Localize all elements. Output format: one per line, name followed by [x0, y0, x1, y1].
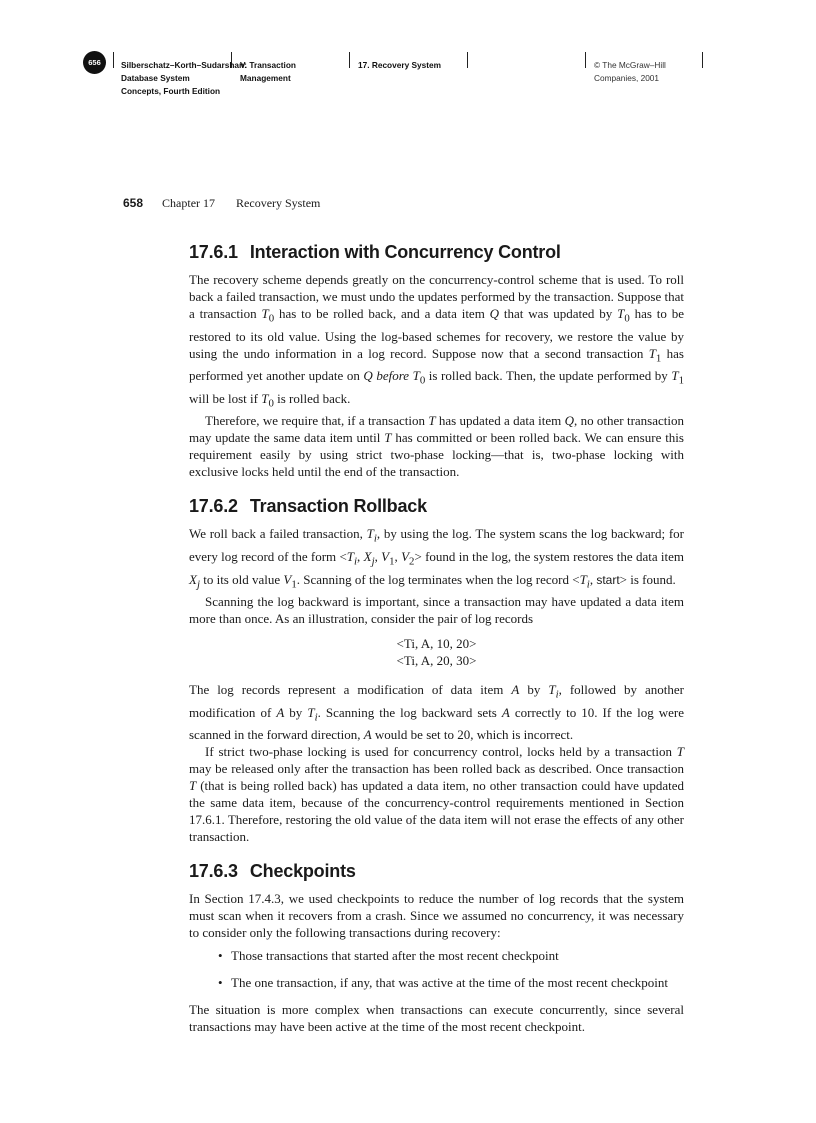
log-record: <Ti, A, 10, 20> [396, 636, 477, 652]
section-heading: 17.6.2 Transaction Rollback [189, 496, 427, 517]
list-item: • The one transaction, if any, that was active at the time of the most recent checkpoint [231, 974, 684, 991]
header-part-info: V. Transaction Management [240, 60, 296, 83]
header-divider [702, 52, 703, 68]
section-heading: 17.6.3 Checkpoints [189, 861, 356, 882]
section-17-6-3 [189, 861, 684, 1035]
paragraph: If strict two-phase locking is used for concurrency control, locks held by a transaction T may be released only after the transaction has been rolled back as described. Once transaction T (that is being rolled back) has updated a data item, no other transaction could have updated the same data item, because of the concurrency-control requirements mentioned in Section 17.6.1. Therefore, restoring the old value of the data item will not erase the effects of any other transaction. [189, 744, 684, 845]
page-number-badge: 656 [83, 51, 106, 74]
paragraph: The situation is more complex when transactions can execute concurrently, since several transactions may have been active at the time of the most recent checkpoint. [189, 1002, 684, 1035]
chapter-title: Recovery System [236, 196, 321, 210]
page-number: 658 [123, 196, 144, 210]
log-record: <Ti, A, 20, 30> [396, 653, 477, 669]
paragraph: The log records represent a modification of data item A by $T_i$, followed by another modification of A by $T_i$. Scanning the log backward sets A correctly to 10. If the log were scanned in the forward direction, A would be set to 20, which is incorrect. [189, 682, 685, 743]
paragraph: Therefore, we require that, if a transaction T has updated a data item Q, no other transaction may update the same data item until T has committed or been rolled back. We can ensure this requirement easily by using strict two-phase locking—that is, two-phase locking with exclusive locks held until the end of the transaction. [189, 413, 684, 480]
list-item: • Those transactions that started after the most recent checkpoint [231, 947, 684, 964]
paragraph: The recovery scheme depends greatly on the concurrency-control scheme that is used. To roll back a failed transaction, we must undo the updates performed by the transaction. Suppose that a transaction $T_0$ has to be rolled back, and a data item Q that was updated by $T_0$ has to be restored to its old value. Using the log-based schemes for recovery, we restore the value by using the undo information in a log record. Suppose now that a second transaction $T_1$ has performed yet another update on Q before $T_0$ is rolled back. Then, the update performed by $T_1$ will be lost if $T_0$ is rolled back. [189, 272, 685, 410]
chapter-label: Chapter 17 [162, 196, 216, 210]
section-17-6-1 [189, 242, 684, 480]
section-17-6-2 [189, 496, 684, 845]
header-divider [349, 52, 350, 68]
header-divider [113, 52, 114, 68]
running-head [123, 196, 320, 211]
header-book-info: Silberschatz–Korth–Sudarshan: Database System Concepts, Fourth Edition [121, 60, 247, 96]
header-chapter-info: 17. Recovery System [358, 60, 442, 70]
page-body [189, 242, 684, 1051]
bullet-list [189, 947, 684, 991]
paragraph: We roll back a failed transaction, $T_i$, by using the log. The system scans the log backward; for every log record of the form $<T_i$, $X_j$, $V_1$, $V_2>$ found in the log, the system restores the data item $X_j$ to its old value $V_1$. Scanning of the log terminates when the log record $<T_i$, start> is found. [189, 526, 685, 591]
paragraph: In Section 17.4.3, we used checkpoints to reduce the number of log records that the system must scan when it recovers from a crash. Since we assumed no concurrency, it was necessary to consider only the following transactions during recovery: [189, 891, 684, 941]
header-copyright: © The McGraw–Hill Companies, 2001 [594, 60, 666, 83]
paragraph: Scanning the log backward is important, since a transaction may have updated a data item more than once. As an illustration, consider the pair of log records [189, 594, 684, 627]
section-heading: 17.6.1 Interaction with Concurrency Control [189, 242, 561, 262]
header-divider [467, 52, 468, 68]
log-records-display [189, 635, 684, 669]
header-divider [585, 52, 586, 68]
